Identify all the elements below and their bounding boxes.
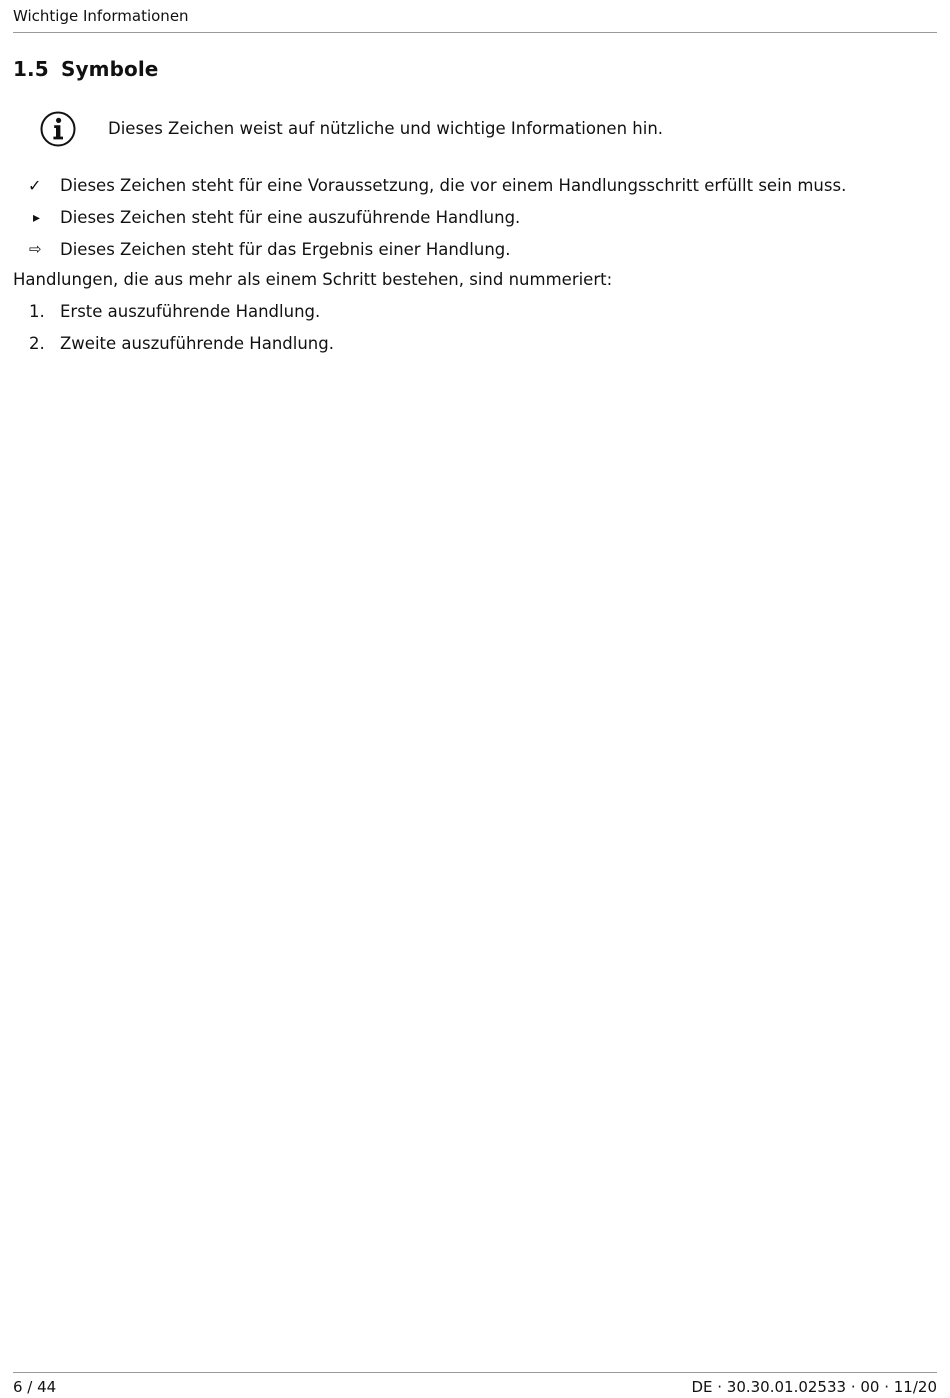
step-number: 2. xyxy=(29,334,45,353)
list-item: Dieses Zeichen steht für eine Voraussetzung, die vor einem Handlungsschritt erfüllt sein muss. xyxy=(60,176,847,195)
page-footer xyxy=(13,1372,937,1398)
triangle-right-icon: ▸ xyxy=(33,210,41,226)
info-icon xyxy=(40,111,76,147)
document-reference: DE · 30.30.01.02533 · 00 · 11/20 xyxy=(691,1378,937,1396)
page-header xyxy=(13,4,937,33)
list-item: Erste auszuführende Handlung. xyxy=(60,302,321,321)
page-number: 6 / 44 xyxy=(13,1378,57,1396)
step-number: 1. xyxy=(29,302,45,321)
section-heading xyxy=(13,56,158,82)
outline-arrow-right-icon: ⇨ xyxy=(29,240,42,258)
list-item: Dieses Zeichen steht für eine auszuführende Handlung. xyxy=(60,208,521,227)
list-item: Zweite auszuführende Handlung. xyxy=(60,334,334,353)
info-note-text: Dieses Zeichen weist auf nützliche und wichtige Informationen hin. xyxy=(108,119,664,138)
header-title: Wichtige Informationen xyxy=(13,7,189,25)
section-number: 1.5 xyxy=(13,57,49,81)
checkmark-icon: ✓ xyxy=(28,176,42,195)
list-item: Dieses Zeichen steht für das Ergebnis einer Handlung. xyxy=(60,240,511,259)
section-title: Symbole xyxy=(61,57,159,81)
steps-intro: Handlungen, die aus mehr als einem Schritt bestehen, sind nummeriert: xyxy=(13,270,613,289)
